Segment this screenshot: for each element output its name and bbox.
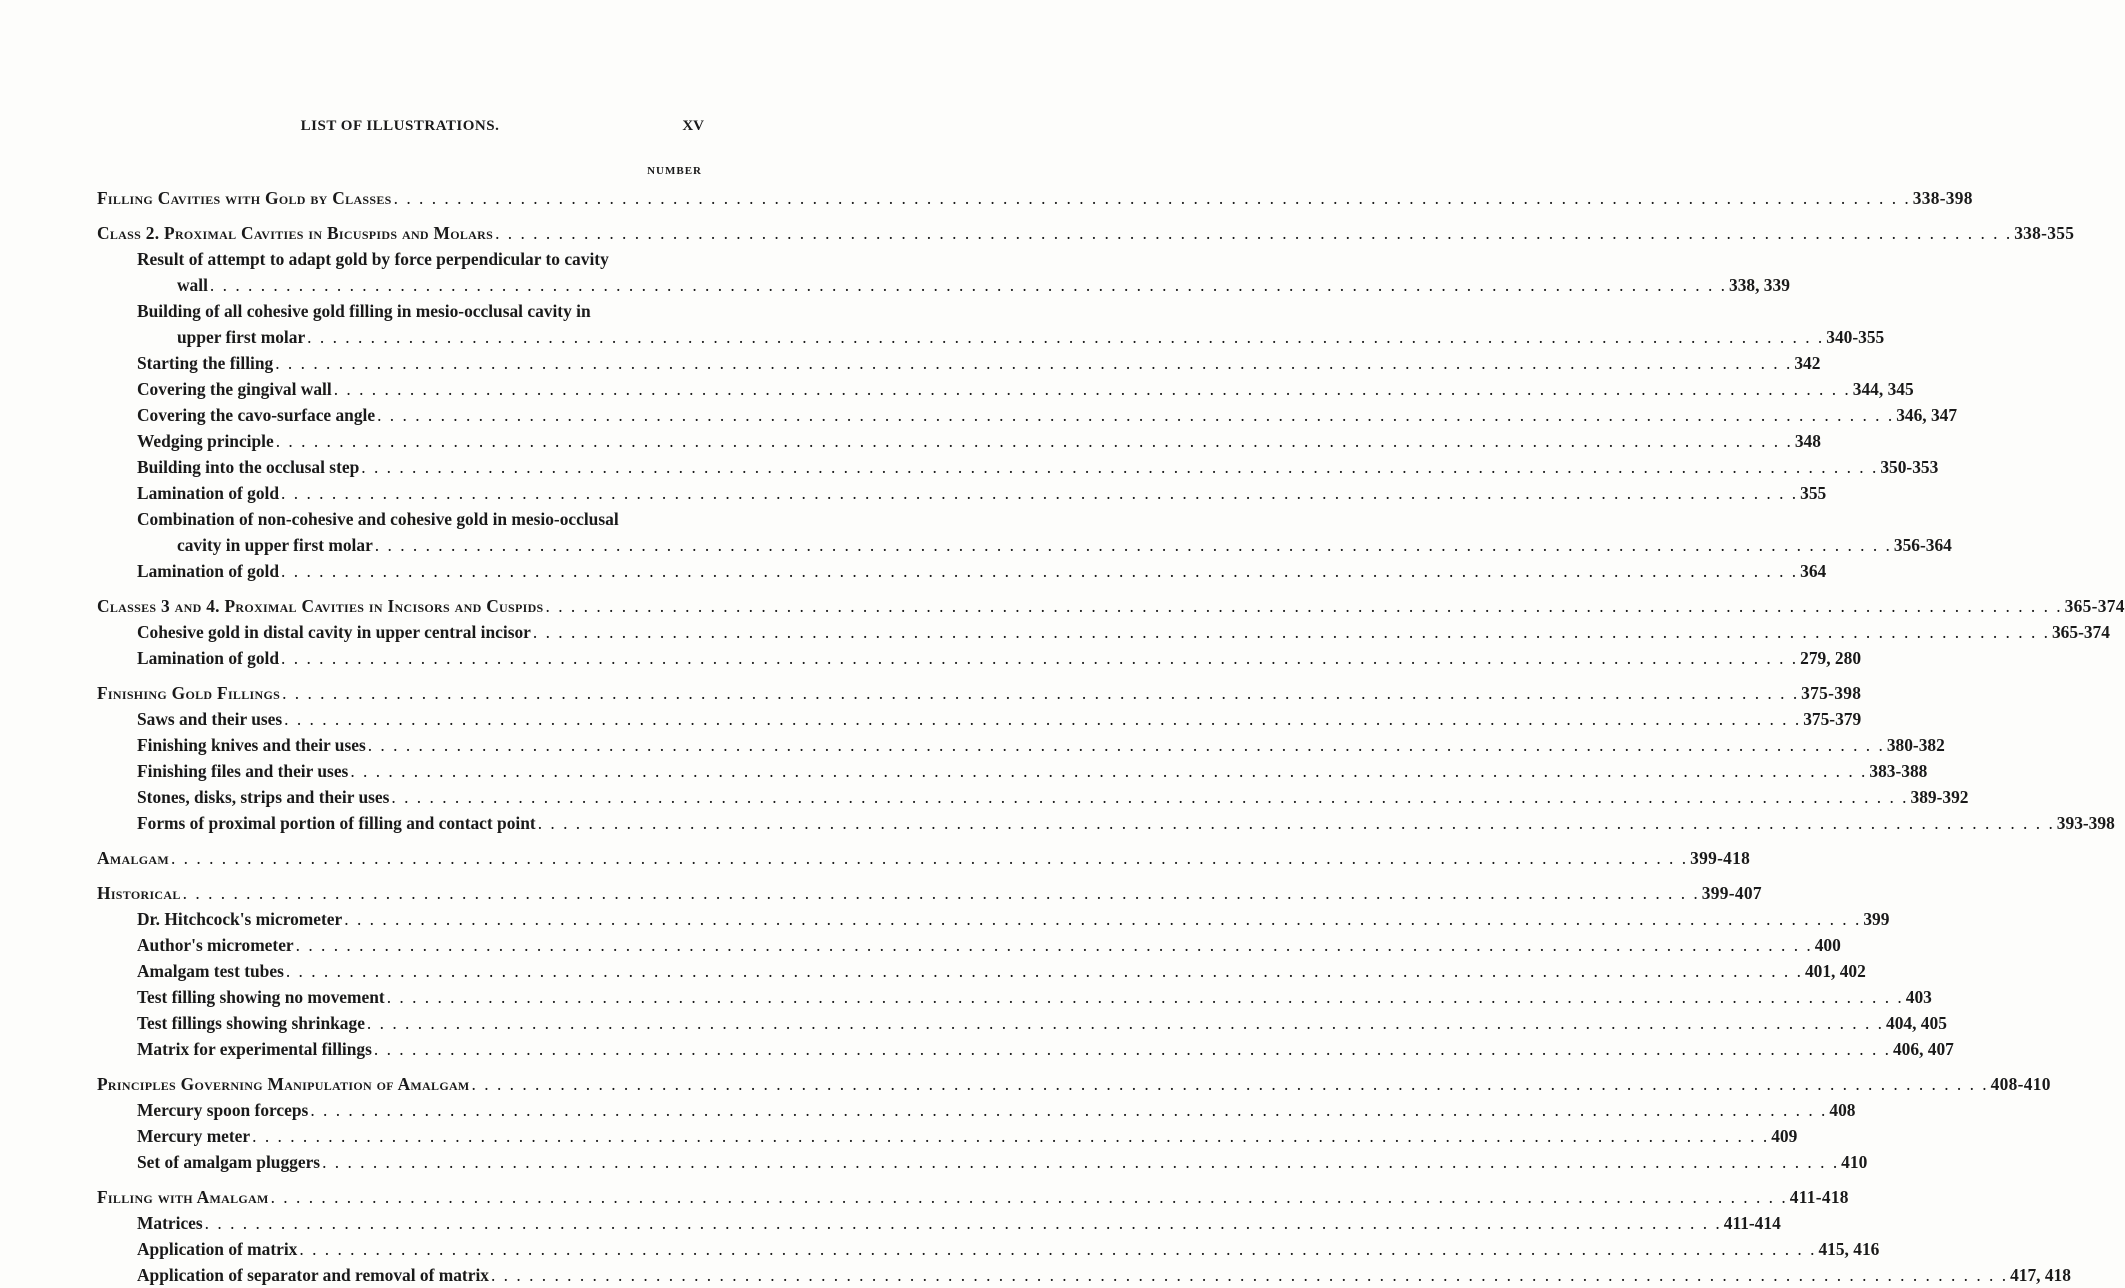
list-item <box>97 350 1821 376</box>
entry-title: Result of attempt to adapt gold by force perpendicular to cavity <box>137 249 609 269</box>
dot-leader: . . . . . . . . . . . . . . . . . . . . . . . . . . . . . . . . . . . . . . . . . . . . . . . . . . . . . . . . . . . . . . . . . . . . . . . . . . . . . . . . . . . . . . . . . . . . . . . . . . . . . . . . . . . . . . . . . . . . . . . . <box>393 188 1911 208</box>
entry-title: Author's micrometer <box>137 935 294 955</box>
entry-pages: 338, 339 <box>1729 275 1790 295</box>
dot-leader: . . . . . . . . . . . . . . . . . . . . . . . . . . . . . . . . . . . . . . . . . . . . . . . . . . . . . . . . . . . . . . . . . . . . . . . . . . . . . . . . . . . . . . . . . . . . . . . . . . . . . . . . . . . . . . . . . . . . . . . . <box>490 1265 2009 1285</box>
entry-pages: 383-388 <box>1869 761 1928 781</box>
list-item <box>97 645 1862 671</box>
dot-leader: . . . . . . . . . . . . . . . . . . . . . . . . . . . . . . . . . . . . . . . . . . . . . . . . . . . . . . . . . . . . . . . . . . . . . . . . . . . . . . . . . . . . . . . . . . . . . . . . . . . . . . . . . . . . . . . . . . . . . . . . <box>367 735 1885 755</box>
dot-leader: . . . . . . . . . . . . . . . . . . . . . . . . . . . . . . . . . . . . . . . . . . . . . . . . . . . . . . . . . . . . . . . . . . . . . . . . . . . . . . . . . . . . . . . . . . . . . . . . . . . . . . . . . . . . . . . . . . . . . . . . <box>386 987 1904 1007</box>
entry-title: Filling Cavities with Gold by Classes <box>97 188 392 208</box>
section-heading <box>97 880 1762 906</box>
dot-leader: . . . . . . . . . . . . . . . . . . . . . . . . . . . . . . . . . . . . . . . . . . . . . . . . . . . . . . . . . . . . . . . . . . . . . . . . . . . . . . . . . . . . . . . . . . . . . . . . . . . . . . . . . . . . . . . . . . . . . . . . <box>361 457 1879 477</box>
list-item <box>97 906 1890 932</box>
entry-title: Dr. Hitchcock's micrometer <box>137 909 343 929</box>
entry-title: Principles Governing Manipulation of Amalgam <box>97 1074 470 1094</box>
dot-leader: . . . . . . . . . . . . . . . . . . . . . . . . . . . . . . . . . . . . . . . . . . . . . . . . . . . . . . . . . . . . . . . . . . . . . . . . . . . . . . . . . . . . . . . . . . . . . . . . . . . . . . . . . . . . . . . . . . . . . . . . <box>281 483 1799 503</box>
running-head-title: LIST OF ILLUSTRATIONS. <box>300 118 500 134</box>
entry-title: Class 2. Proximal Cavities in Bicuspids and Molars <box>97 223 494 243</box>
entry-title: Lamination of gold <box>137 483 280 503</box>
entry-title: Building of all cohesive gold filling in mesio-occlusal cavity in <box>137 301 591 321</box>
entry-pages: 338-355 <box>2014 223 2075 243</box>
list-item <box>97 619 2110 645</box>
entry-title: Matrix for experimental fillings <box>137 1039 372 1059</box>
list-item <box>97 706 1862 732</box>
section-heading <box>97 1071 2051 1097</box>
dot-leader: . . . . . . . . . . . . . . . . . . . . . . . . . . . . . . . . . . . . . . . . . . . . . . . . . . . . . . . . . . . . . . . . . . . . . . . . . . . . . . . . . . . . . . . . . . . . . . . . . . . . . . . . . . . . . . . . . . . . . . . . <box>350 761 1868 781</box>
dot-leader: . . . . . . . . . . . . . . . . . . . . . . . . . . . . . . . . . . . . . . . . . . . . . . . . . . . . . . . . . . . . . . . . . . . . . . . . . . . . . . . . . . . . . . . . . . . . . . . . . . . . . . . . . . . . . . . . . . . . . . . . <box>377 405 1895 425</box>
dot-leader: . . . . . . . . . . . . . . . . . . . . . . . . . . . . . . . . . . . . . . . . . . . . . . . . . . . . . . . . . . . . . . . . . . . . . . . . . . . . . . . . . . . . . . . . . . . . . . . . . . . . . . . . . . . . . . . . . . . . . . . . <box>182 883 1700 903</box>
dot-leader: . . . . . . . . . . . . . . . . . . . . . . . . . . . . . . . . . . . . . . . . . . . . . . . . . . . . . . . . . . . . . . . . . . . . . . . . . . . . . . . . . . . . . . . . . . . . . . . . . . . . . . . . . . . . . . . . . . . . . . . . <box>170 848 1689 868</box>
section-heading <box>97 185 1973 211</box>
entry-pages: 417, 418 <box>2010 1265 2071 1285</box>
entry-pages: 338-398 <box>1912 188 1973 208</box>
dot-leader: . . . . . . . . . . . . . . . . . . . . . . . . . . . . . . . . . . . . . . . . . . . . . . . . . . . . . . . . . . . . . . . . . . . . . . . . . . . . . . . . . . . . . . . . . . . . . . . . . . . . . . . . . . . . . . . . . . . . . . . . <box>281 648 1799 668</box>
entry-pages: 411-414 <box>1723 1213 1781 1233</box>
entry-pages: 340-355 <box>1826 327 1885 347</box>
entry-pages: 393-398 <box>2056 813 2115 833</box>
entry-pages: 346, 347 <box>1896 405 1958 425</box>
dot-leader: . . . . . . . . . . . . . . . . . . . . . . . . . . . . . . . . . . . . . . . . . . . . . . . . . . . . . . . . . . . . . . . . . . . . . . . . . . . . . . . . . . . . . . . . . . . . . . . . . . . . . . . . . . . . . . . . . . . . . . . . <box>284 709 1802 729</box>
entry-pages: 415, 416 <box>1818 1239 1880 1259</box>
section-gap <box>97 871 710 880</box>
entry-pages: 380-382 <box>1886 735 1945 755</box>
entry-pages: 348 <box>1794 431 1821 451</box>
entry-title-continued: wall <box>177 275 208 295</box>
entry-title: Wedging principle <box>137 431 274 451</box>
dot-leader: . . . . . . . . . . . . . . . . . . . . . . . . . . . . . . . . . . . . . . . . . . . . . . . . . . . . . . . . . . . . . . . . . . . . . . . . . . . . . . . . . . . . . . . . . . . . . . . . . . . . . . . . . . . . . . . . . . . . . . . . <box>495 223 2013 243</box>
entry-title-continued: cavity in upper first molar <box>177 535 373 555</box>
dot-leader: . . . . . . . . . . . . . . . . . . . . . . . . . . . . . . . . . . . . . . . . . . . . . . . . . . . . . . . . . . . . . . . . . . . . . . . . . . . . . . . . . . . . . . . . . . . . . . . . . . . . . . . . . . . . . . . . . . . . . . . . <box>204 1213 1722 1233</box>
dot-leader: . . . . . . . . . . . . . . . . . . . . . . . . . . . . . . . . . . . . . . . . . . . . . . . . . . . . . . . . . . . . . . . . . . . . . . . . . . . . . . . . . . . . . . . . . . . . . . . . . . . . . . . . . . . . . . . . . . . . . . . . <box>282 683 1800 703</box>
list-item <box>97 1262 2071 1288</box>
list-item <box>97 246 710 272</box>
section-gap <box>97 836 710 845</box>
entry-pages: 411-418 <box>1789 1187 1849 1207</box>
list-item <box>97 1210 1781 1236</box>
dot-leader: . . . . . . . . . . . . . . . . . . . . . . . . . . . . . . . . . . . . . . . . . . . . . . . . . . . . . . . . . . . . . . . . . . . . . . . . . . . . . . . . . . . . . . . . . . . . . . . . . . . . . . . . . . . . . . . . . . . . . . . . <box>281 561 1799 581</box>
entry-pages: 400 <box>1814 935 1841 955</box>
entry-title: Finishing files and their uses <box>137 761 349 781</box>
dot-leader: . . . . . . . . . . . . . . . . . . . . . . . . . . . . . . . . . . . . . . . . . . . . . . . . . . . . . . . . . . . . . . . . . . . . . . . . . . . . . . . . . . . . . . . . . . . . . . . . . . . . . . . . . . . . . . . . . . . . . . . . <box>275 353 1793 373</box>
entry-pages: 410 <box>1841 1152 1868 1172</box>
entry-pages: 350-353 <box>1880 457 1939 477</box>
entry-pages: 401, 402 <box>1804 961 1866 981</box>
list-item <box>97 298 710 324</box>
dot-leader: . . . . . . . . . . . . . . . . . . . . . . . . . . . . . . . . . . . . . . . . . . . . . . . . . . . . . . . . . . . . . . . . . . . . . . . . . . . . . . . . . . . . . . . . . . . . . . . . . . . . . . . . . . . . . . . . . . . . . . . . <box>307 327 1825 347</box>
entry-title-continued: upper first molar <box>177 327 306 347</box>
dot-leader: . . . . . . . . . . . . . . . . . . . . . . . . . . . . . . . . . . . . . . . . . . . . . . . . . . . . . . . . . . . . . . . . . . . . . . . . . . . . . . . . . . . . . . . . . . . . . . . . . . . . . . . . . . . . . . . . . . . . . . . . <box>471 1074 1989 1094</box>
entry-title: Application of matrix <box>137 1239 298 1259</box>
dot-leader: . . . . . . . . . . . . . . . . . . . . . . . . . . . . . . . . . . . . . . . . . . . . . . . . . . . . . . . . . . . . . . . . . . . . . . . . . . . . . . . . . . . . . . . . . . . . . . . . . . . . . . . . . . . . . . . . . . . . . . . . <box>545 596 2063 616</box>
entry-title: Mercury spoon forceps <box>137 1100 309 1120</box>
entry-pages: 342 <box>1794 353 1821 373</box>
entry-title: Test fillings showing shrinkage <box>137 1013 365 1033</box>
list-item <box>97 810 2115 836</box>
section-heading <box>97 845 1751 871</box>
entry-pages: 403 <box>1905 987 1932 1007</box>
section-heading <box>97 680 1862 706</box>
list-item <box>97 1236 1880 1262</box>
entry-title: Forms of proximal portion of filling and contact point <box>137 813 536 833</box>
entry-pages: 408 <box>1829 1100 1856 1120</box>
list-item <box>97 958 1866 984</box>
column-header: NUMBER <box>647 165 702 177</box>
dot-leader: . . . . . . . . . . . . . . . . . . . . . . . . . . . . . . . . . . . . . . . . . . . . . . . . . . . . . . . . . . . . . . . . . . . . . . . . . . . . . . . . . . . . . . . . . . . . . . . . . . . . . . . . . . . . . . . . . . . . . . . . <box>373 1039 1891 1059</box>
entry-pages: 399 <box>1863 909 1890 929</box>
list-item <box>97 1123 1798 1149</box>
entry-pages: 364 <box>1800 561 1827 581</box>
entry-title: Lamination of gold <box>137 648 280 668</box>
entry-title: Application of separator and removal of matrix <box>137 1265 489 1285</box>
entry-pages: 355 <box>1800 483 1827 503</box>
list-item <box>97 428 1821 454</box>
section-gap <box>97 671 710 680</box>
dot-leader: . . . . . . . . . . . . . . . . . . . . . . . . . . . . . . . . . . . . . . . . . . . . . . . . . . . . . . . . . . . . . . . . . . . . . . . . . . . . . . . . . . . . . . . . . . . . . . . . . . . . . . . . . . . . . . . . . . . . . . . . <box>209 275 1728 295</box>
list-item <box>97 732 1945 758</box>
entry-pages: 279, 280 <box>1800 648 1862 668</box>
dot-leader: . . . . . . . . . . . . . . . . . . . . . . . . . . . . . . . . . . . . . . . . . . . . . . . . . . . . . . . . . . . . . . . . . . . . . . . . . . . . . . . . . . . . . . . . . . . . . . . . . . . . . . . . . . . . . . . . . . . . . . . . <box>537 813 2055 833</box>
entry-title: Test filling showing no movement <box>137 987 385 1007</box>
running-head <box>0 118 800 140</box>
entry-pages: 375-398 <box>1801 683 1862 703</box>
illustrations-list <box>97 185 2125 1288</box>
entry-pages: 375-379 <box>1803 709 1862 729</box>
dot-leader: . . . . . . . . . . . . . . . . . . . . . . . . . . . . . . . . . . . . . . . . . . . . . . . . . . . . . . . . . . . . . . . . . . . . . . . . . . . . . . . . . . . . . . . . . . . . . . . . . . . . . . . . . . . . . . . . . . . . . . . . <box>391 787 1909 807</box>
entry-pages: 399-407 <box>1701 883 1762 903</box>
dot-leader: . . . . . . . . . . . . . . . . . . . . . . . . . . . . . . . . . . . . . . . . . . . . . . . . . . . . . . . . . . . . . . . . . . . . . . . . . . . . . . . . . . . . . . . . . . . . . . . . . . . . . . . . . . . . . . . . . . . . . . . . <box>295 935 1813 955</box>
entry-pages: 389-392 <box>1910 787 1969 807</box>
entry-title: Amalgam test tubes <box>137 961 284 981</box>
entry-title: Saws and their uses <box>137 709 283 729</box>
entry-pages: 356-364 <box>1893 535 1952 555</box>
entry-title: Lamination of gold <box>137 561 280 581</box>
entry-title: Building into the occlusal step <box>137 457 360 477</box>
list-item-continuation <box>97 532 1952 558</box>
dot-leader: . . . . . . . . . . . . . . . . . . . . . . . . . . . . . . . . . . . . . . . . . . . . . . . . . . . . . . . . . . . . . . . . . . . . . . . . . . . . . . . . . . . . . . . . . . . . . . . . . . . . . . . . . . . . . . . . . . . . . . . . <box>299 1239 1817 1259</box>
dot-leader: . . . . . . . . . . . . . . . . . . . . . . . . . . . . . . . . . . . . . . . . . . . . . . . . . . . . . . . . . . . . . . . . . . . . . . . . . . . . . . . . . . . . . . . . . . . . . . . . . . . . . . . . . . . . . . . . . . . . . . . . <box>374 535 1892 555</box>
entry-pages: 399-418 <box>1690 848 1751 868</box>
dot-leader: . . . . . . . . . . . . . . . . . . . . . . . . . . . . . . . . . . . . . . . . . . . . . . . . . . . . . . . . . . . . . . . . . . . . . . . . . . . . . . . . . . . . . . . . . . . . . . . . . . . . . . . . . . . . . . . . . . . . . . . . <box>344 909 1862 929</box>
page-number: XV <box>682 118 704 134</box>
entry-title: Covering the gingival wall <box>137 379 332 399</box>
list-item <box>97 932 1841 958</box>
entry-pages: 408-410 <box>1990 1074 2051 1094</box>
entry-pages: 406, 407 <box>1892 1039 1954 1059</box>
entry-title: Cohesive gold in distal cavity in upper central incisor <box>137 622 531 642</box>
entry-pages: 365-374 <box>2064 596 2125 616</box>
dot-leader: . . . . . . . . . . . . . . . . . . . . . . . . . . . . . . . . . . . . . . . . . . . . . . . . . . . . . . . . . . . . . . . . . . . . . . . . . . . . . . . . . . . . . . . . . . . . . . . . . . . . . . . . . . . . . . . . . . . . . . . . <box>252 1126 1770 1146</box>
entry-title: Covering the cavo-surface angle <box>137 405 376 425</box>
list-item <box>97 1149 1868 1175</box>
entry-title: Historical <box>97 883 181 903</box>
list-item-continuation <box>97 272 1790 298</box>
dot-leader: . . . . . . . . . . . . . . . . . . . . . . . . . . . . . . . . . . . . . . . . . . . . . . . . . . . . . . . . . . . . . . . . . . . . . . . . . . . . . . . . . . . . . . . . . . . . . . . . . . . . . . . . . . . . . . . . . . . . . . . . <box>322 1152 1840 1172</box>
entry-title: Mercury meter <box>137 1126 251 1146</box>
section-gap <box>97 1175 710 1184</box>
dot-leader: . . . . . . . . . . . . . . . . . . . . . . . . . . . . . . . . . . . . . . . . . . . . . . . . . . . . . . . . . . . . . . . . . . . . . . . . . . . . . . . . . . . . . . . . . . . . . . . . . . . . . . . . . . . . . . . . . . . . . . . . <box>285 961 1803 981</box>
entry-title: Set of amalgam pluggers <box>137 1152 321 1172</box>
list-item <box>97 758 1928 784</box>
dot-leader: . . . . . . . . . . . . . . . . . . . . . . . . . . . . . . . . . . . . . . . . . . . . . . . . . . . . . . . . . . . . . . . . . . . . . . . . . . . . . . . . . . . . . . . . . . . . . . . . . . . . . . . . . . . . . . . . . . . . . . . . <box>366 1013 1885 1033</box>
list-item <box>97 1097 1856 1123</box>
dot-leader: . . . . . . . . . . . . . . . . . . . . . . . . . . . . . . . . . . . . . . . . . . . . . . . . . . . . . . . . . . . . . . . . . . . . . . . . . . . . . . . . . . . . . . . . . . . . . . . . . . . . . . . . . . . . . . . . . . . . . . . . <box>275 431 1793 451</box>
entry-pages: 404, 405 <box>1886 1013 1947 1033</box>
dot-leader: . . . . . . . . . . . . . . . . . . . . . . . . . . . . . . . . . . . . . . . . . . . . . . . . . . . . . . . . . . . . . . . . . . . . . . . . . . . . . . . . . . . . . . . . . . . . . . . . . . . . . . . . . . . . . . . . . . . . . . . . <box>333 379 1851 399</box>
entry-title: Amalgam <box>97 848 169 868</box>
list-item <box>97 376 1914 402</box>
entry-title: Starting the filling <box>137 353 274 373</box>
list-item <box>97 1036 1954 1062</box>
list-item <box>97 558 1827 584</box>
list-item <box>97 454 1939 480</box>
list-item <box>97 784 1969 810</box>
section-gap <box>97 211 710 220</box>
entry-pages: 365-374 <box>2051 622 2110 642</box>
dot-leader: . . . . . . . . . . . . . . . . . . . . . . . . . . . . . . . . . . . . . . . . . . . . . . . . . . . . . . . . . . . . . . . . . . . . . . . . . . . . . . . . . . . . . . . . . . . . . . . . . . . . . . . . . . . . . . . . . . . . . . . . <box>310 1100 1828 1120</box>
dot-leader: . . . . . . . . . . . . . . . . . . . . . . . . . . . . . . . . . . . . . . . . . . . . . . . . . . . . . . . . . . . . . . . . . . . . . . . . . . . . . . . . . . . . . . . . . . . . . . . . . . . . . . . . . . . . . . . . . . . . . . . . <box>532 622 2050 642</box>
section-heading <box>97 593 2125 619</box>
dot-leader: . . . . . . . . . . . . . . . . . . . . . . . . . . . . . . . . . . . . . . . . . . . . . . . . . . . . . . . . . . . . . . . . . . . . . . . . . . . . . . . . . . . . . . . . . . . . . . . . . . . . . . . . . . . . . . . . . . . . . . . . <box>270 1187 1788 1207</box>
list-item-continuation <box>97 324 1885 350</box>
entry-pages: 344, 345 <box>1852 379 1914 399</box>
list-item <box>97 402 1958 428</box>
list-item <box>97 506 710 532</box>
section-gap <box>97 584 710 593</box>
entry-title: Combination of non-cohesive and cohesive gold in mesio-occlusal <box>137 509 619 529</box>
list-item <box>97 984 1932 1010</box>
entry-title: Stones, disks, strips and their uses <box>137 787 390 807</box>
entry-title: Finishing Gold Fillings <box>97 683 281 703</box>
entry-title: Classes 3 and 4. Proximal Cavities in Incisors and Cuspids <box>97 596 544 616</box>
section-heading <box>97 1184 1849 1210</box>
entry-title: Finishing knives and their uses <box>137 735 366 755</box>
section-gap <box>97 1062 710 1071</box>
section-heading <box>97 220 2075 246</box>
list-item <box>97 480 1827 506</box>
entry-title: Matrices <box>137 1213 203 1233</box>
entry-pages: 409 <box>1771 1126 1798 1146</box>
entry-title: Filling with Amalgam <box>97 1187 269 1207</box>
list-item <box>97 1010 1947 1036</box>
